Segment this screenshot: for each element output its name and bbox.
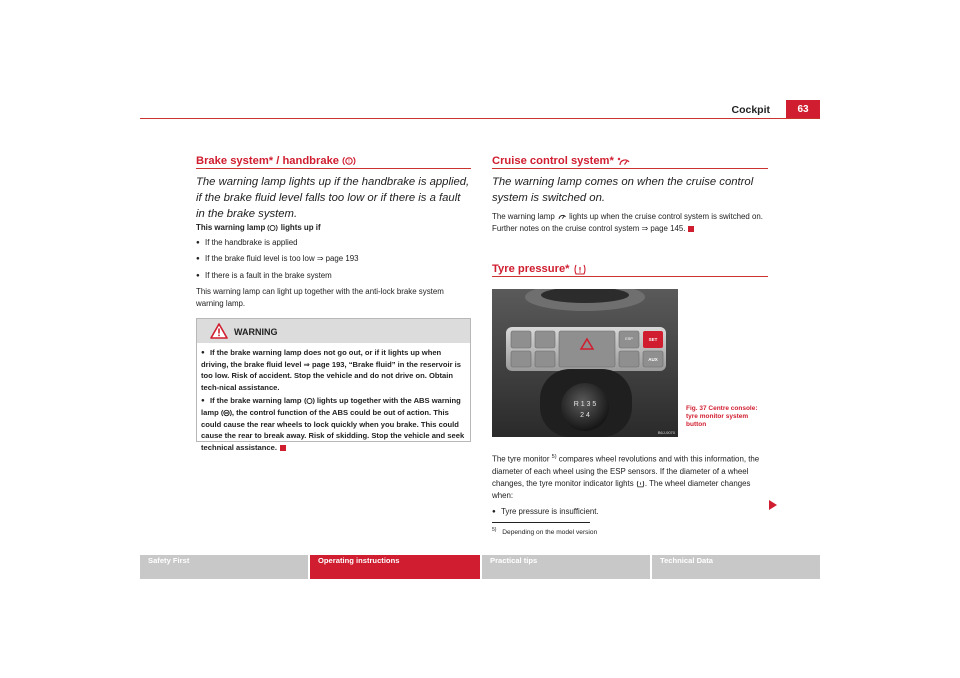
brake-note: This warning lamp can light up together with the anti-lock brake system warning lamp.	[196, 286, 444, 309]
svg-text:!: !	[348, 159, 350, 166]
warning-item-2-c: , the control function of the ABS could be out of action. This could cause the rear wheels to lock quickly when you brake. This could cause the rear to break away. Risk of skidding. Stop the vehicle and seek technical assistance.	[201, 407, 465, 452]
footnote-number: 5)	[492, 527, 497, 533]
cruise-intro: The warning lamp comes on when the cruise control system is switched on.	[492, 176, 754, 204]
tyre-heading	[492, 263, 587, 275]
cruise-control-icon	[617, 156, 631, 167]
continue-arrow-icon	[769, 500, 777, 510]
warning-title: WARNING	[234, 327, 278, 337]
list-item: ● Tyre pressure is insufficient.	[492, 506, 772, 518]
warning-item-2	[201, 395, 469, 453]
list-item: ● If the brake fluid level is too low ⇒ page 193	[196, 253, 472, 265]
centre-console-photo	[492, 289, 678, 437]
brake-lamp-icon	[267, 224, 278, 232]
brake-warning-icon	[342, 156, 356, 166]
esp-button-label: ESP	[625, 337, 633, 341]
abs-lamp-icon	[221, 409, 232, 417]
warning-text	[201, 347, 469, 453]
brake-heading	[196, 155, 356, 167]
set-button-label: SET	[648, 337, 658, 342]
cruise-text-a: The warning lamp	[492, 212, 555, 221]
page-number-badge: 63	[786, 100, 820, 119]
figure-code: B6J-0070	[657, 430, 675, 435]
cruise-lamp-icon	[557, 212, 567, 221]
footer-tab-operating-instructions[interactable]: Operating instructions	[310, 555, 480, 579]
footnote	[492, 527, 597, 536]
tyre-pressure-icon	[573, 264, 587, 275]
warning-item-1	[201, 347, 469, 393]
list-item: ● If the handbrake is applied	[196, 237, 472, 249]
brake-heading-rule	[196, 168, 471, 169]
brake-lights-prefix: This warning lamp	[196, 223, 266, 232]
footnote-rule	[492, 522, 590, 523]
tyre-heading-rule	[492, 276, 768, 277]
warning-item-2-a: If the brake warning lamp	[210, 396, 302, 406]
tyre-heading-text: Tyre pressure*	[492, 263, 570, 275]
aux-button-label: AUX	[648, 357, 658, 362]
brake-body	[196, 222, 472, 310]
cruise-heading-rule	[492, 168, 768, 169]
brake-heading-text: Brake system* / handbrake	[196, 155, 340, 167]
brake-intro: The warning lamp lights up if the handbrake is applied, if the brake fluid level falls too low or if there is a fault in the brake system.	[196, 176, 470, 220]
warning-item-2-b: lights up together with the ABS warning lamp	[201, 396, 461, 417]
gear-top-label: R 1 3 5	[573, 401, 597, 408]
cruise-heading-text: Cruise control system*	[492, 155, 614, 167]
header-rule	[140, 118, 820, 119]
cruise-heading	[492, 155, 631, 167]
warning-box	[196, 318, 471, 452]
tyre-text-c: . The wheel diameter changes when:	[492, 479, 751, 501]
section-title: Cockpit	[731, 104, 770, 116]
tyre-text-a: The tyre monitor	[492, 454, 550, 464]
footer-tab-technical-data[interactable]: Technical Data	[660, 556, 714, 565]
tyre-text-b: compares wheel revolutions and with this information, the diameter of each wheel using the ESP sensors. If the diameter of a wheel changes, the tyre monitor indicator lights	[492, 454, 760, 489]
cruise-body	[492, 211, 772, 235]
footer-tab-practical-tips[interactable]: Practical tips	[490, 556, 538, 565]
centre-console-figure	[492, 289, 678, 437]
gear-bottom-label: 2 4	[580, 412, 590, 419]
brake-lights-suffix: lights up if	[280, 223, 321, 232]
footnote-text: Depending on the model version	[502, 529, 598, 537]
figure-caption: Fig. 37 Centre console: tyre monitor system button	[686, 405, 758, 428]
warning-item-1-text: If the brake warning lamp does not go out, or if it lights up when driving, the brake fluid level ⇒ page 193, “Brake fluid” in the reservoir is too low. Risk of accident. Stop the vehicle and do not drive on. Obtain tech-nical assistance.	[201, 348, 461, 392]
footer-tab-safety-first[interactable]: Safety First	[148, 556, 190, 565]
warning-triangle-icon	[210, 323, 228, 339]
section-end-marker	[280, 445, 286, 451]
footer-nav	[140, 555, 820, 579]
section-end-marker	[688, 226, 694, 232]
brake-lamp-icon	[304, 397, 315, 405]
tyre-lamp-icon	[636, 480, 645, 488]
footnote-ref: 5)	[551, 454, 557, 460]
brake-lights-line	[196, 222, 472, 234]
list-item: ● If there is a fault in the brake system	[196, 270, 472, 282]
tyre-body	[492, 451, 772, 519]
cruise-text-b: lights up when the cruise control system is switched on. Further notes on the cruise control system ⇒ page 145.	[492, 212, 763, 234]
